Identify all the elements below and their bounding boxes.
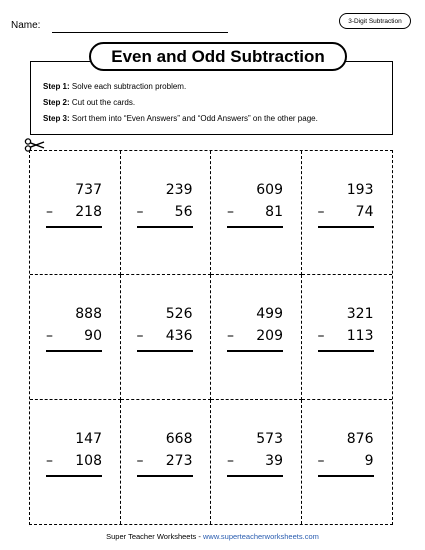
problem-card: 609 – 81 [211, 151, 302, 275]
topic-tag: 3-Digit Subtraction [339, 13, 411, 29]
problem-card: 193 – 74 [302, 151, 393, 275]
name-line[interactable] [52, 32, 228, 33]
problem-card: 573 – 39 [211, 400, 302, 524]
footer [0, 532, 425, 541]
footer-site: Super Teacher Worksheets - [106, 532, 203, 541]
step-2: Step 2: Cut out the cards. [43, 98, 136, 107]
problem-card: 526 – 436 [121, 275, 212, 399]
card-grid [29, 150, 393, 525]
page-title: Even and Odd Subtraction [89, 42, 347, 71]
footer-url[interactable]: www.superteacherworksheets.com [202, 532, 319, 541]
problem-card: 321 – 113 [302, 275, 393, 399]
step-3: Step 3: Sort them into “Even Answers” and “Odd Answers” on the other page. [43, 114, 318, 123]
problem-card: 239 – 56 [121, 151, 212, 275]
problem-card: 876 – 9 [302, 400, 393, 524]
steps [43, 79, 318, 127]
problem-card: 499 – 209 [211, 275, 302, 399]
problem-card: 147 – 108 [30, 400, 121, 524]
problem-card: 888 – 90 [30, 275, 121, 399]
problem-card: 737 – 218 [30, 151, 121, 275]
name-label: Name: [11, 20, 41, 31]
problem-card: 668 – 273 [121, 400, 212, 524]
step-1: Step 1: Solve each subtraction problem. [43, 82, 187, 91]
